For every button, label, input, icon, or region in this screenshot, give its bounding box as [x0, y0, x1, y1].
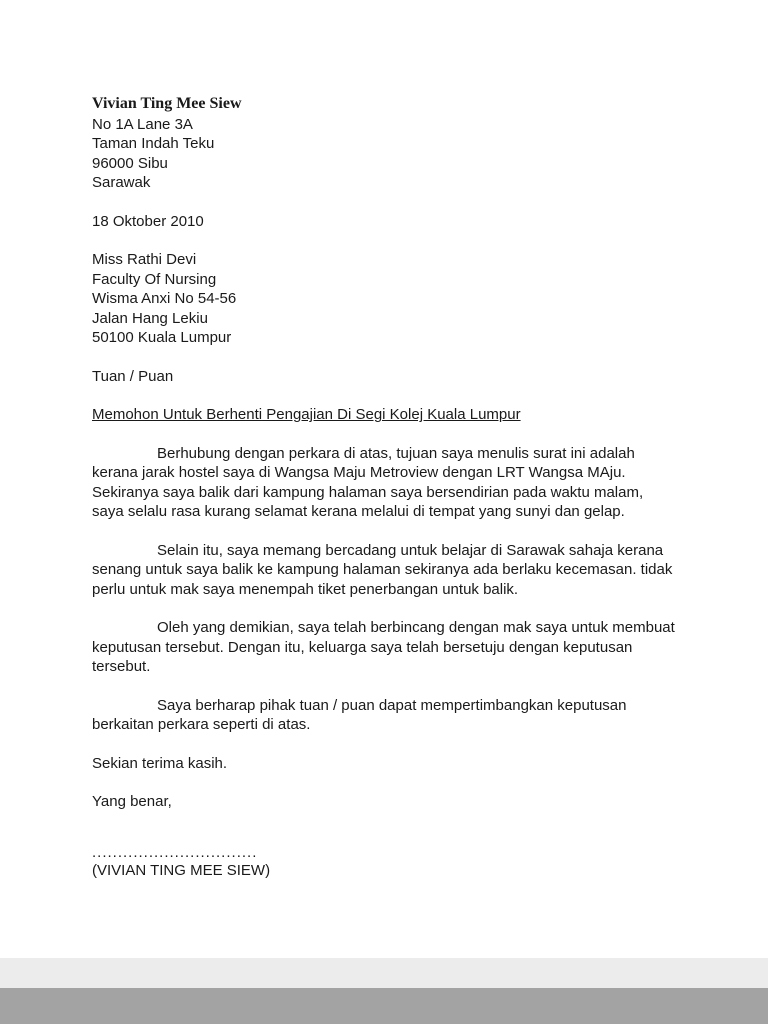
- signature-name: (VIVIAN TING MEE SIEW): [92, 862, 271, 880]
- sender-address-line: Sarawak: [92, 174, 151, 192]
- sender-address: [92, 94, 678, 193]
- recipient-address-line: Faculty Of Nursing: [92, 270, 217, 288]
- sender-address-line: No 1A Lane 3A: [92, 115, 193, 133]
- paragraph-3: Oleh yang demikian, saya telah berbincang dengan mak saya untuk membuat keputusan tersebut. Dengan itu, keluarga saya telah bersetuju dengan keputusan tersebut.: [92, 619, 675, 676]
- recipient-address-line: Wisma Anxi No 54-56: [92, 290, 237, 308]
- sign-off: Yang benar,: [92, 793, 172, 811]
- salutation: Tuan / Puan: [92, 367, 174, 385]
- paragraph-4: Saya berharap pihak tuan / puan dapat mempertimbangkan keputusan berkaitan perkara seperti di atas.: [92, 696, 627, 734]
- sender-address-line: Taman Indah Teku: [92, 135, 215, 153]
- sender-address-line: 96000 Sibu: [92, 154, 168, 172]
- recipient-address-line: 50100 Kuala Lumpur: [92, 329, 232, 347]
- signature-dots: ................................: [92, 843, 258, 861]
- letter-date: 18 Oktober 2010: [92, 212, 204, 230]
- paragraph-1: Berhubung dengan perkara di atas, tujuan saya menulis surat ini adalah kerana jarak hostel saya di Wangsa Maju Metroview dengan LRT Wangsa MAju. Sekiranya saya balik dari kampung halaman saya bersendirian pada waktu malam, saya selalu rasa kurang selamat kerana melalui di tempat yang sunyi dan gelap.: [92, 444, 644, 521]
- sender-name: Vivian Ting Mee Siew: [92, 95, 242, 112]
- letter-body: [92, 94, 678, 881]
- closing-thanks: Sekian terima kasih.: [92, 754, 228, 772]
- page-end-dark-band: [0, 988, 768, 1024]
- recipient-address-line: Jalan Hang Lekiu: [92, 309, 208, 327]
- subject-line: Memohon Untuk Berhenti Pengajian Di Segi Kolej Kuala Lumpur: [92, 406, 521, 424]
- recipient-address: [92, 250, 678, 348]
- page-end-light-band: [0, 958, 768, 988]
- paragraph-2: Selain itu, saya memang bercadang untuk belajar di Sarawak sahaja kerana senang untuk saya balik ke kampung halaman sekiranya ada berlaku kecemasan. tidak perlu untuk mak saya menempah tiket penerbangan untuk balik.: [92, 541, 673, 598]
- recipient-address-line: Miss Rathi Devi: [92, 251, 197, 269]
